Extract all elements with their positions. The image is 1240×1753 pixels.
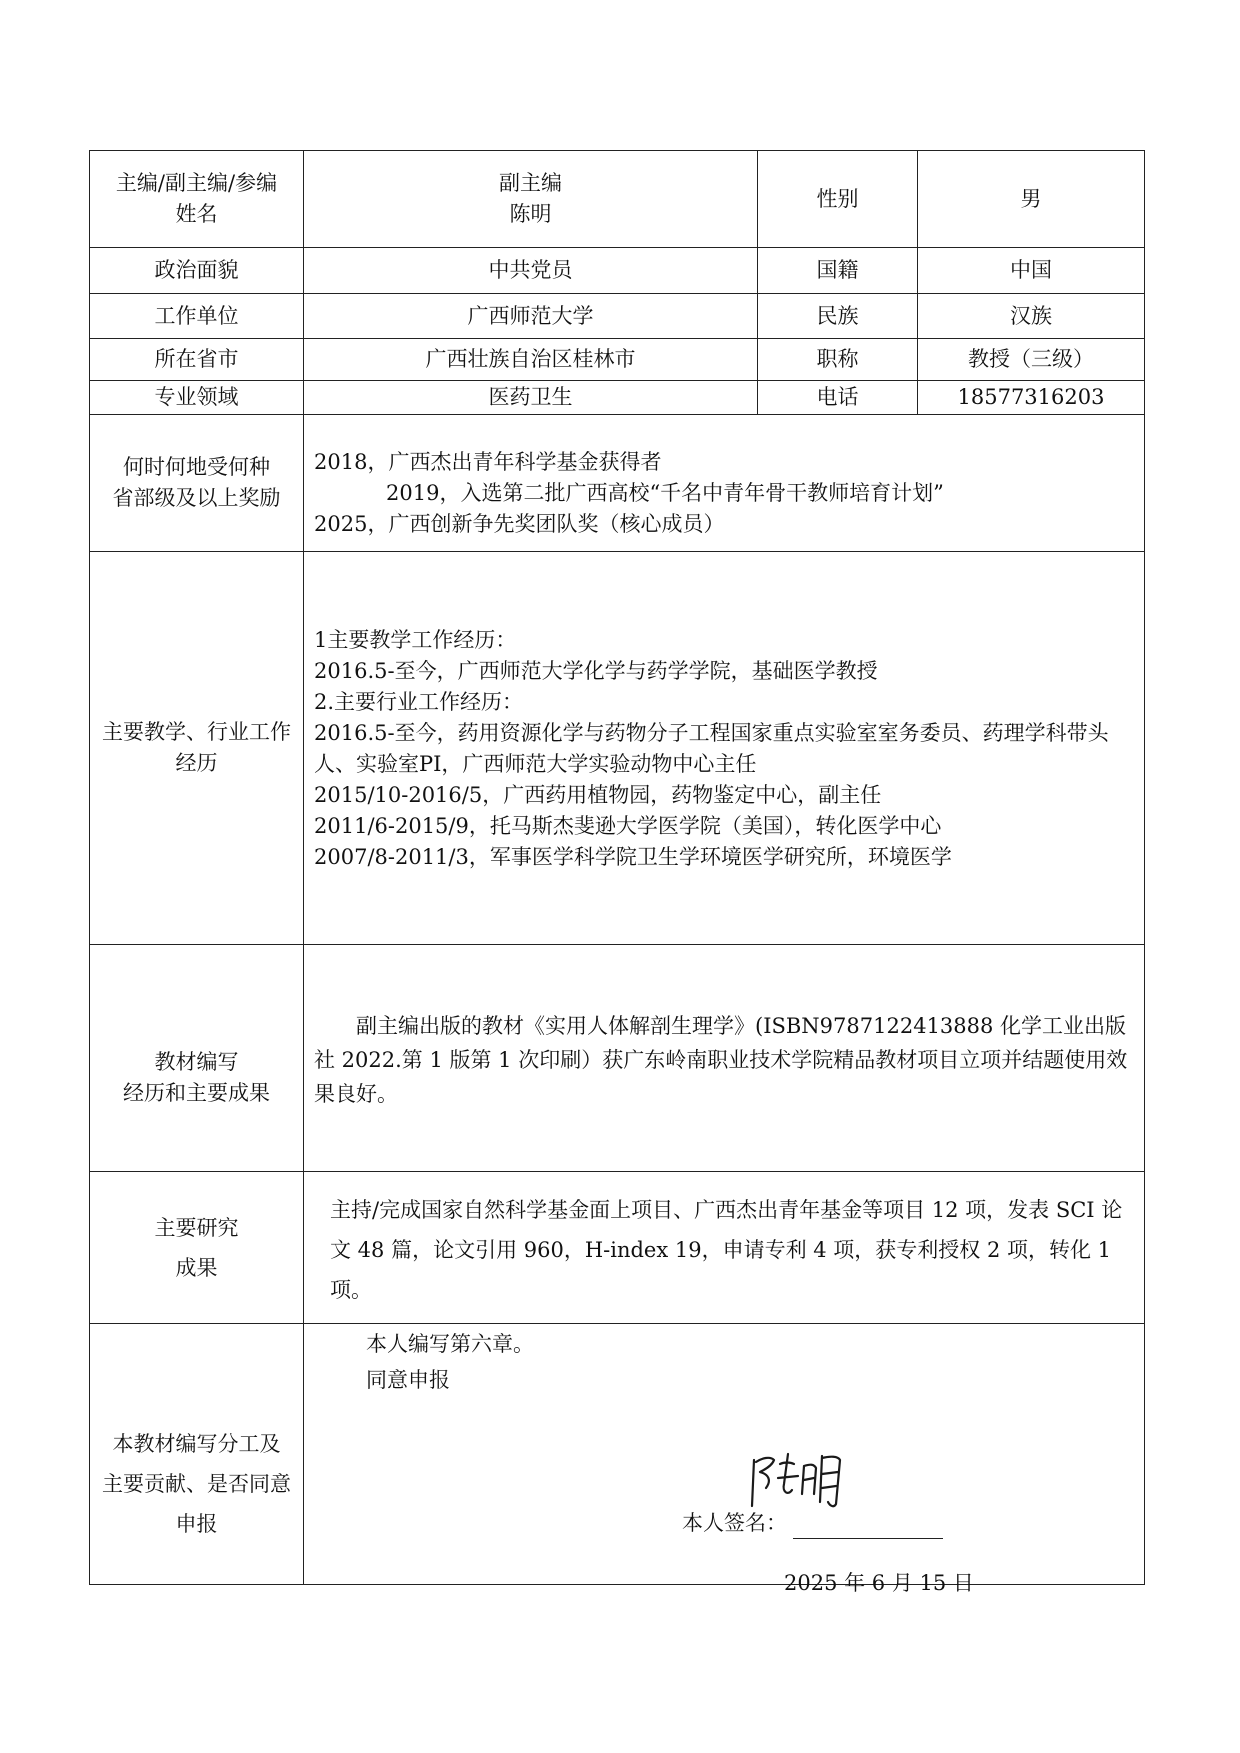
signature-row — [682, 1508, 943, 1539]
award-line: 2018，广西杰出青年科学基金获得者 — [314, 449, 662, 474]
editor-role-value: 副主编 陈明 — [304, 151, 758, 248]
contribution-label: 本教材编写分工及 主要贡献、是否同意 申报 — [90, 1324, 304, 1585]
experience-line: 2015/10-2016/5，广西药用植物园，药物鉴定中心，副主任 — [314, 783, 882, 807]
contribution-line-1: 本人编写第六章。 — [366, 1332, 534, 1356]
phone-value: 18577316203 — [918, 381, 1145, 415]
field-label: 专业领域 — [90, 381, 304, 415]
experience-line: 2011/6-2015/9，托马斯杰斐逊大学医学院（美国），转化医学中心 — [314, 814, 942, 838]
textbook-content: 副主编出版的教材《实用人体解剖生理学》(ISBN9787122413888 化学工业出版社 2022.第 1 版第 1 次印刷）获广东岭南职业技术学院精品教材项目立项并结题使用效果良好。 — [304, 945, 1145, 1172]
awards-label: 何时何地受何种 省部级及以上奖励 — [90, 415, 304, 552]
field-value: 医药卫生 — [304, 381, 758, 415]
experience-line: 2.主要行业工作经历： — [314, 690, 524, 714]
political-label: 政治面貌 — [90, 248, 304, 294]
award-line: 2019，入选第二批广西高校“千名中青年骨干教师培育计划” — [386, 480, 944, 505]
experience-line: 2007/8-2011/3，军事医学科学院卫生学环境医学研究所，环境医学 — [314, 845, 952, 869]
row-employer — [90, 294, 1145, 339]
gender-value: 男 — [918, 151, 1145, 248]
experience-content — [304, 552, 1145, 945]
employer-value: 广西师范大学 — [304, 294, 758, 339]
row-textbook — [90, 945, 1145, 1172]
editor-info-form — [89, 150, 1145, 1595]
nationality-value: 中国 — [918, 248, 1145, 294]
editor-role-label: 主编/副主编/参编 姓名 — [90, 151, 304, 248]
gender-label: 性别 — [758, 151, 918, 248]
experience-line: 2016.5-至今，药用资源化学与药物分子工程国家重点实验室室务委员、药理学科带头人、实验室PI，广西师范大学实验动物中心主任 — [314, 721, 1109, 776]
row-awards — [90, 415, 1145, 552]
ethnicity-value: 汉族 — [918, 294, 1145, 339]
phone-label: 电话 — [758, 381, 918, 415]
row-field — [90, 381, 1145, 415]
signature-line — [793, 1510, 943, 1539]
signature-label: 本人签名： — [682, 1511, 787, 1535]
political-value: 中共党员 — [304, 248, 758, 294]
province-label: 所在省市 — [90, 339, 304, 381]
contribution-content — [304, 1324, 1145, 1595]
row-contribution — [90, 1324, 1145, 1585]
row-experience — [90, 552, 1145, 945]
awards-content — [304, 415, 1145, 552]
research-label: 主要研究 成果 — [90, 1172, 304, 1324]
experience-line: 1主要教学工作经历： — [314, 628, 517, 652]
textbook-label: 教材编写 经历和主要成果 — [90, 945, 304, 1172]
contribution-line-2: 同意申报 — [366, 1368, 450, 1392]
sign-date: 2025 年 6 月 15 日 — [784, 1571, 974, 1595]
award-line: 2025，广西创新争先奖团队奖（核心成员） — [314, 511, 725, 536]
handwritten-signature — [744, 1444, 854, 1514]
signature-area — [304, 1324, 1144, 1595]
employer-label: 工作单位 — [90, 294, 304, 339]
contribution-text — [366, 1326, 534, 1398]
ethnicity-label: 民族 — [758, 294, 918, 339]
title-value: 教授（三级） — [918, 339, 1145, 381]
row-province — [90, 339, 1145, 381]
nationality-label: 国籍 — [758, 248, 918, 294]
research-content: 主持/完成国家自然科学基金面上项目、广西杰出青年基金等项目 12 项，发表 SCI 论文 48 篇，论文引用 960，H-index 19，申请专利 4 项，获专利授权 2 项，转化 1 项。 — [304, 1172, 1145, 1324]
row-research — [90, 1172, 1145, 1324]
experience-line: 2016.5-至今，广西师范大学化学与药学学院，基础医学教授 — [314, 659, 878, 683]
province-value: 广西壮族自治区桂林市 — [304, 339, 758, 381]
row-editor — [90, 151, 1145, 248]
experience-label: 主要教学、行业工作 经历 — [90, 552, 304, 945]
title-label: 职称 — [758, 339, 918, 381]
row-political — [90, 248, 1145, 294]
